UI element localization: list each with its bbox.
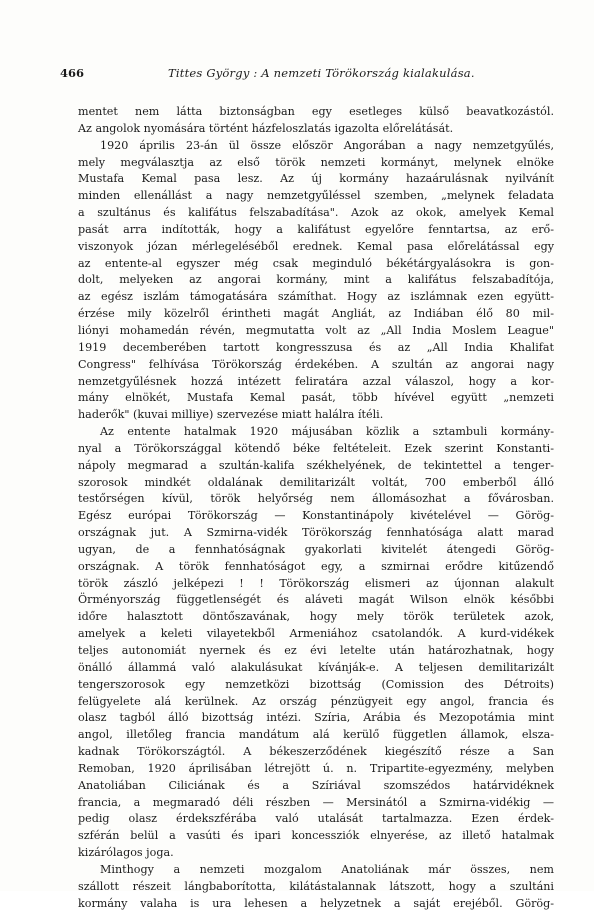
text-line: szorosok mindkét oldalának demilitarizált voltát, 700 emberből álló <box>78 475 554 489</box>
text-line: Az angolok nyomására történt házfeloszlatás igazolta előrelátását. <box>78 121 454 135</box>
running-head: Tittes György : A nemzeti Törökország kialakulása. <box>168 66 475 80</box>
text-line: haderők" (kuvai milliye) szervezése miatt halálra ítéli. <box>78 408 384 422</box>
text-line: nemzetgyűlésnek hozzá intézett feliratára azzal válaszol, hogy a kor- <box>78 374 554 388</box>
text-line: francia, a megmaradó déli részben — Mersinától a Szmirna-vidékig — <box>78 795 554 809</box>
text-line: amelyek a keleti vilayetekből Armeniához csatolandók. A kurd-vidékek <box>78 627 554 641</box>
text-line: pasát arra indították, hogy a kalifátust egyelőre fenntartsa, az erő- <box>78 222 554 236</box>
text-line: kormány valaha is ura lehesen a helyzetnek a saját erejéből. Görög- <box>78 896 554 910</box>
paragraph <box>78 138 554 424</box>
text-line: tengerszorosok egy nemzetközi bizottság (Comission des Détroits) <box>78 677 554 691</box>
page-header <box>60 66 534 86</box>
text-line: kizárólagos joga. <box>78 846 174 860</box>
text-line: Örményország függetlenségét és aláveti magát Wilson elnök későbbi <box>78 593 554 607</box>
text-line: felügyelete alá kerülnek. Az ország pénzügyeit egy angol, francia és <box>78 694 554 708</box>
text-line: liónyi mohamedán révén, megmutatta volt az „All India Moslem League" <box>78 323 554 337</box>
text-line: Az entente hatalmak 1920 májusában közlik a sztambuli kormány- <box>100 425 554 439</box>
text-line: Minthogy a nemzeti mozgalom Anatoliának már összes, nem <box>100 862 554 876</box>
text-line: időre halasztott döntőszavának, hogy mely török területek azok, <box>78 610 554 624</box>
text-line: dolt, melyeken az angorai kormány, mint a kalifátus felszabadítója, <box>78 273 554 287</box>
text-line: pedig olasz érdekszférába való utalását tartalmazza. Ezen érdek- <box>78 812 554 826</box>
text-line: ugyan, de a fennhatóságnak gyakorlati kivitelét átengedi Görög- <box>78 542 554 556</box>
text-line: angol, illetőleg francia mandátum alá kerülő független államok, elsza- <box>78 728 554 742</box>
paragraph <box>78 104 554 138</box>
text-line: 1920 április 23-án ül össze először Angorában a nagy nemzetgyűlés, <box>100 138 554 152</box>
text-line: minden ellenállást a nagy nemzetgyűléssel szemben, „melynek feladata <box>78 189 554 203</box>
text-line: nápoly megmarad a szultán-kalifa székhelyének, de tekintettel a tenger- <box>78 458 554 472</box>
body-text <box>78 104 554 913</box>
text-line: mány elnökét, Mustafa Kemal pasát, több hívével együtt „nemzeti <box>78 391 554 405</box>
text-line: érzése mily közelről érintheti magát Angliát, az Indiában élő 80 mil- <box>78 307 554 321</box>
text-line: testőrségen kívül, török helyőrség nem állomásozhat a fővárosban. <box>78 492 554 506</box>
text-line: országnak. A török fennhatóságot egy, a szmirnai erődre kitűzendő <box>78 559 554 573</box>
text-line: Egész európai Törökország — Konstantinápoly kivételével — Görög- <box>78 509 554 523</box>
text-line: kadnak Törökországtól. A békeszerződének kiegészítő része a San <box>78 745 554 759</box>
text-line: viszonyok józan mérlegeléséből erednek. Kemal pasa előrelátással egy <box>78 239 554 253</box>
text-line: Anatoliában Ciliciának és a Szíriával szomszédos határvidéknek <box>78 778 554 792</box>
text-line: szállott részeit lángbaborította, kilátástalannak látszott, hogy a szultáni <box>78 879 554 893</box>
paragraph <box>78 862 554 913</box>
text-line: az egész iszlám támogatására számíthat. Hogy az iszlámnak ezen együtt- <box>78 290 554 304</box>
text-line: mentet nem látta biztonságban egy esetleges külső beavatkozástól. <box>78 105 554 118</box>
text-line: olasz tagból álló bizottság intézi. Szíria, Arábia és Mezopotámia mint <box>78 711 554 725</box>
text-line: szférán belül a vasúti és ipari koncessziók elnyerése, az illető hatalmak <box>78 829 554 843</box>
text-line: Congress" felhívása Törökország érdekében. A szultán az angorai nagy <box>78 357 554 371</box>
paragraph <box>78 424 554 862</box>
text-line: 1919 decemberében tartott kongresszusa és az „All India Khalifat <box>78 340 554 354</box>
text-line: a szultánus és kalifátus felszabadítása". Azok az okok, amelyek Kemal <box>78 206 554 220</box>
text-line: teljes autonomiát nyernek és ez évi letelte után határozhatnak, hogy <box>78 644 554 657</box>
text-line: török zászló jelképezi ! ! Törökország elismeri az újonnan alakult <box>78 576 554 590</box>
text-line: Mustafa Kemal pasa lesz. Az új kormány hazaárulásnak nyilvánít <box>78 172 554 186</box>
text-line: Remoban, 1920 áprilisában létrejött ú. n. Tripartite-egyezmény, melyben <box>78 761 554 775</box>
text-line: önálló állammá való alakulásukat kívánják-e. A teljesen demilitarizált <box>78 660 554 674</box>
text-line: nyal a Törökországgal kötendő béke feltételeit. Ezek szerint Konstanti- <box>78 441 554 455</box>
text-line: országnak jut. A Szmirna-vidék Törökország fennhatósága alatt marad <box>78 526 554 540</box>
text-line: mely megválasztja az első török nemzeti kormányt, melynek elnöke <box>78 155 554 169</box>
text-line: az entente-al egyszer még csak meginduló békétárgyalásokra is gon- <box>78 256 554 270</box>
page-number: 466 <box>60 66 85 80</box>
